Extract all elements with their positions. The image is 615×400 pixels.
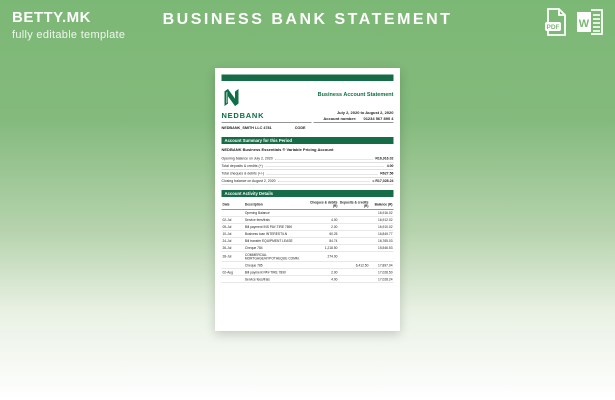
transaction-row xyxy=(222,244,394,251)
statement-title: Business Account Statement xyxy=(317,91,394,98)
transaction-balance: 16,849.77 xyxy=(369,230,393,237)
transaction-debit: 2.00 xyxy=(306,269,339,276)
transaction-balance: 16,912.02 xyxy=(369,216,393,223)
transaction-debit xyxy=(306,209,339,216)
transaction-credit xyxy=(338,216,369,223)
svg-text:W: W xyxy=(578,18,590,30)
transaction-description: Bill payment PAY-TIRE 7890 xyxy=(244,269,306,276)
account-number-value: 01234 567 890 4 xyxy=(363,116,394,121)
transaction-description: COMMERCIAL MORTGAGE/HYPOTHEQUE COMM. xyxy=(244,251,306,262)
transaction-debit: 4.00 xyxy=(306,216,339,223)
col-header-credits: Deposits & credits (R) xyxy=(339,201,369,208)
dotted-leader xyxy=(265,167,384,168)
transaction-date xyxy=(222,262,244,269)
transaction-balance: 17,028.50 xyxy=(369,269,393,276)
account-number-label: Account number: xyxy=(323,116,357,121)
transaction-date: 26-Jul xyxy=(222,244,244,251)
col-header-balance: Balance (R) xyxy=(369,200,393,209)
transaction-credit: 6,412.50 xyxy=(338,262,369,269)
transaction-debit: 2.00 xyxy=(306,223,339,230)
transaction-credit xyxy=(338,276,369,283)
transaction-row xyxy=(222,223,394,230)
activity-section-header: Account Activity Details xyxy=(222,190,394,197)
col-header-description: Description xyxy=(244,200,306,209)
transaction-description: Cheque 784 xyxy=(244,244,306,251)
summary-row-label: Total cheques & debits (+/-) xyxy=(221,172,265,176)
transaction-row xyxy=(222,276,394,283)
statement-period: July 2, 2020 to August 2, 2020 xyxy=(336,110,394,115)
transaction-description: Bill payment INS PAY-TIRE 7890 xyxy=(244,223,306,230)
summary-row-value: = R17,028.24 xyxy=(372,179,394,183)
page-header xyxy=(0,0,615,52)
transaction-description: Business loan INTEREST/LN xyxy=(244,230,306,237)
summary-row xyxy=(222,178,394,186)
customer-code-label: CODE xyxy=(294,125,306,130)
brand-logo[interactable]: BETTY.MK xyxy=(12,9,91,26)
transaction-balance xyxy=(369,251,393,262)
transaction-balance: 16,916.02 xyxy=(369,209,393,216)
transaction-balance: 16,765.03 xyxy=(369,237,393,244)
word-download-icon[interactable] xyxy=(576,8,603,36)
summary-row-value: R627.56 xyxy=(380,172,394,176)
transaction-debit xyxy=(306,262,339,269)
transaction-balance: 17,897.04 xyxy=(369,262,393,269)
page-title: BUSINESS BANK STATEMENT xyxy=(162,11,453,28)
transaction-credit xyxy=(338,230,369,237)
transaction-balance: 15,546.53 xyxy=(369,244,393,251)
transaction-date: 10-Jul xyxy=(222,230,244,237)
pdf-download-icon[interactable] xyxy=(544,8,568,36)
transaction-row xyxy=(222,251,394,262)
transaction-date: 05-Jul xyxy=(222,223,244,230)
document-top-bar xyxy=(222,75,394,82)
tagline: fully editable template xyxy=(12,29,126,41)
transaction-debit: 84.74 xyxy=(306,237,339,244)
summary-row-value: R16,916.02 xyxy=(375,157,394,161)
transaction-description: Service fees/frais xyxy=(244,216,306,223)
summary-rows xyxy=(222,155,394,185)
header-divider xyxy=(222,122,312,123)
transaction-row xyxy=(222,237,394,244)
transaction-date: 24-Jul xyxy=(222,237,244,244)
col-header-date: Date xyxy=(222,200,244,209)
nedbank-emblem-icon xyxy=(222,101,242,110)
summary-row-label: Closing balance on August 2, 2020 xyxy=(221,179,276,183)
transaction-row xyxy=(222,209,394,216)
transaction-row xyxy=(222,262,394,269)
bank-wordmark: NEDBANK xyxy=(221,111,265,120)
transaction-date xyxy=(222,276,244,283)
transaction-debit: 4.00 xyxy=(306,276,339,283)
customer-reference: NEDBANK_SMITH LLC 4781 xyxy=(221,125,272,130)
transaction-debit: 274.00 xyxy=(306,251,339,262)
summary-row xyxy=(222,170,394,178)
activity-table xyxy=(222,200,394,283)
activity-table-header-row xyxy=(222,200,394,209)
transaction-debit: 60.25 xyxy=(306,230,339,237)
account-product-name: NEDBANK Business Essentials ® Variable Pricing Account xyxy=(221,147,334,152)
summary-row-label: Total deposits & credits (+) xyxy=(221,164,263,168)
col-header-debits: Cheques & debits (R) xyxy=(306,200,339,209)
summary-row-value: 4.00 xyxy=(386,164,394,168)
transaction-description: Opening Balance xyxy=(244,209,306,216)
dotted-leader xyxy=(278,182,370,183)
dotted-leader xyxy=(267,174,378,175)
transaction-row xyxy=(222,230,394,237)
transaction-date: 02-Jul xyxy=(222,216,244,223)
transaction-debit: 1,218.50 xyxy=(306,244,339,251)
transaction-description: Service fees/frais xyxy=(244,276,306,283)
svg-text:PDF: PDF xyxy=(546,24,560,31)
transaction-row xyxy=(222,269,394,276)
transaction-description: Cheque 785 xyxy=(244,262,306,269)
transaction-balance: 17,028.24 xyxy=(369,276,393,283)
summary-row xyxy=(222,163,394,171)
transaction-credit xyxy=(338,269,369,276)
transaction-credit xyxy=(338,237,369,244)
summary-row-label: Opening balance on July 2, 2020 xyxy=(221,157,273,161)
transaction-credit xyxy=(338,223,369,230)
transaction-date xyxy=(222,209,244,216)
transaction-date: 28-Jul xyxy=(222,251,244,262)
transaction-credit xyxy=(338,244,369,251)
summary-row xyxy=(222,155,394,163)
dotted-leader xyxy=(275,159,373,160)
statement-document-preview xyxy=(215,68,400,331)
transaction-balance: 16,910.02 xyxy=(369,223,393,230)
summary-section-header: Account Summary for this Period xyxy=(222,137,394,144)
transaction-date: 02-Aug xyxy=(222,269,244,276)
transaction-credit xyxy=(338,251,369,262)
transaction-credit xyxy=(338,209,369,216)
transaction-row xyxy=(222,216,394,223)
transaction-description: Bill transfer EQUIPMENT LEASE xyxy=(244,237,306,244)
